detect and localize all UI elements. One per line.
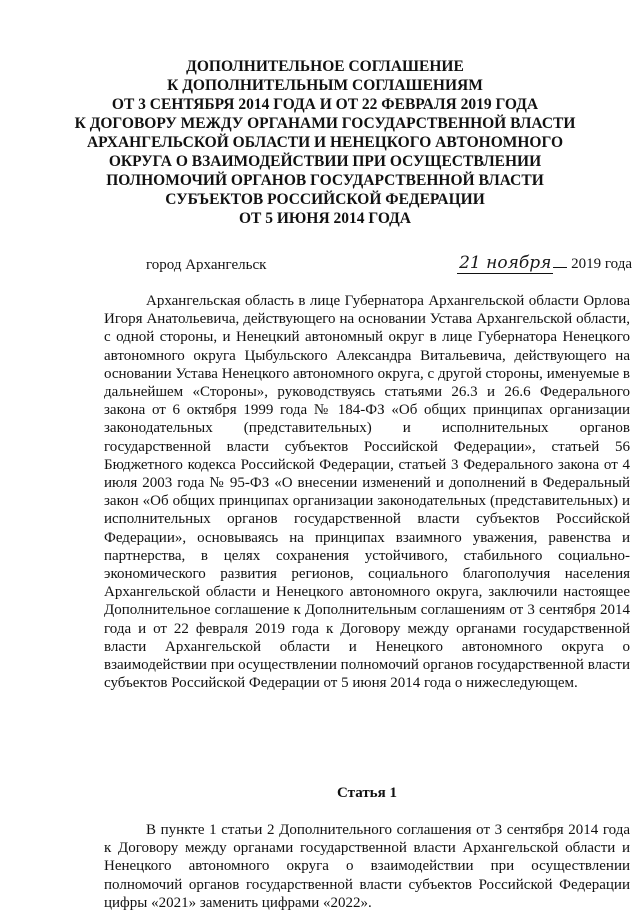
title-line: ОТ 3 СЕНТЯБРЯ 2014 ГОДА И ОТ 22 ФЕВРАЛЯ 2019 ГОДА [111, 96, 539, 113]
title-line: АРХАНГЕЛЬСКОЙ ОБЛАСТИ И НЕНЕЦКОГО АВТОНОМНОГО [86, 134, 564, 151]
handwritten-date: 21 ноября [459, 253, 552, 273]
signing-date [457, 253, 632, 274]
title-line: ОТ 5 ИЮНЯ 2014 ГОДА [238, 210, 412, 227]
title-line: ОКРУГА О ВЗАИМОДЕЙСТВИИ ПРИ ОСУЩЕСТВЛЕНИИ [108, 153, 542, 170]
title-line: К ДОГОВОРУ МЕЖДУ ОРГАНАМИ ГОСУДАРСТВЕННОЙ ВЛАСТИ [74, 115, 576, 132]
title-line: К ДОПОЛНИТЕЛЬНЫМ СОГЛАШЕНИЯМ [167, 77, 483, 94]
preamble-paragraph: Архангельская область в лице Губернатора Архангельской области Орлова Игоря Анатольевича, действующего на основании Устава Архангельской области, с одной стороны, и Ненецкий автономный округ в лице Губернатора Ненецкого автономного округа Цыбульского Александра Витальевича, действующего на основании Устава Ненецкого автономного округа, с другой стороны, именуемые в дальнейшем «Стороны», руководствуясь статьями 26.3 и 26.6 Федерального закона от 6 октября 1999 года № 184-ФЗ «Об общих принципах организации законодательных (представительных) и исполнительных органов государственной власти субъектов Российской Федерации», статьей 56 Бюджетного кодекса Российской Федерации, статьей 3 Федерального закона от 4 июля 2003 года № 95-ФЗ «О внесении изменений и дополнений в Федеральный закон «Об общих принципах организации законодательных (представительных) и исполнительных органов государственной власти субъектов Российской Федерации», основываясь на принципах взаимного уважения, равенства и партнерства, в целях сохранения устойчивого, стабильного социально-экономического развития регионов, социального благополучия населения Архангельской области и Ненецкого автономного округа, заключили настоящее Дополнительное соглашение к Дополнительным соглашениям от 3 сентября 2014 года и от 22 февраля 2019 года к Договору между органами государственной власти Архангельской области и Ненецкого автономного округа о взаимодействии при осуществлении полномочий органов государственной власти субъектов Российской Федерации от 5 июня 2014 года о нижеследующем. [104, 293, 630, 692]
city-name: город Архангельск [146, 257, 267, 273]
date-underline [553, 267, 567, 268]
date-year: 2019 года [571, 256, 632, 272]
title-line: ПОЛНОМОЧИЙ ОРГАНОВ ГОСУДАРСТВЕННОЙ ВЛАСТИ [106, 172, 544, 189]
title-line: СУБЪЕКТОВ РОССИЙСКОЙ ФЕДЕРАЦИИ [165, 191, 485, 208]
document-title [60, 57, 590, 228]
article-heading: Статья 1 [337, 785, 397, 801]
place-date-line [146, 253, 632, 277]
title-line: ДОПОЛНИТЕЛЬНОЕ СОГЛАШЕНИЕ [186, 58, 464, 75]
article-1-paragraph: В пункте 1 статьи 2 Дополнительного соглашения от 3 сентября 2014 года к Договору между органами государственной власти Архангельской области и Ненецкого автономного округа о взаимодействии при осуществлении полномочий органов государственной власти субъектов Российской Федерации цифры «2021» заменить цифрами «2022». [104, 822, 630, 911]
